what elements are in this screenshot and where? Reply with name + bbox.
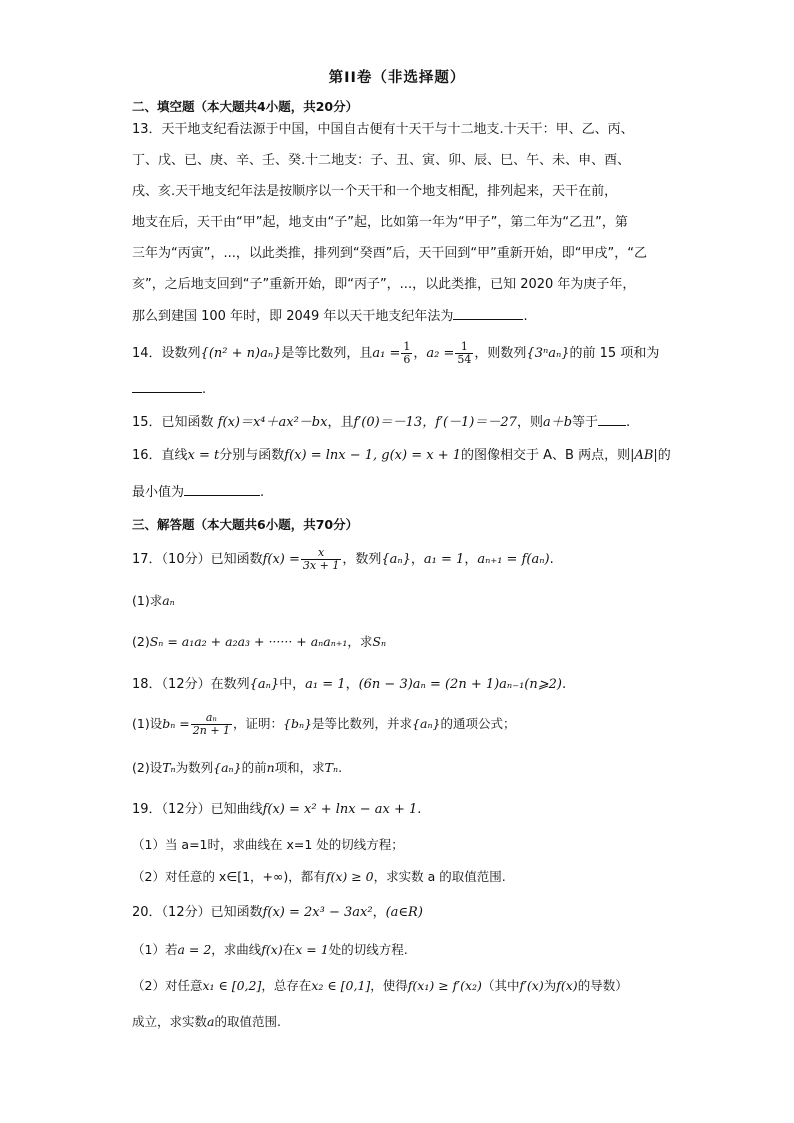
q17-f-label: f(x) = [262, 552, 300, 567]
q19-p2-text-b: ，求实数 a 的取值范围. [373, 869, 506, 884]
q20-a-value: a = 2 [177, 942, 212, 957]
q18-p1-text-a: (1)设 [132, 716, 163, 731]
q18-text-c: ， [345, 677, 359, 692]
q16-ab-distance: |AB| [630, 448, 658, 463]
q18-part-2 [132, 759, 342, 777]
q18-n: n [266, 760, 275, 775]
q17-part-2 [132, 633, 386, 651]
q18-bn-fraction [191, 712, 232, 737]
q20-x1-range: x₁ ∈ [0,2] [202, 978, 262, 993]
q20-fprime: f′(x) [519, 978, 544, 993]
q18-p2-text-e: . [338, 760, 343, 775]
q14-a1-label: a₁ = [372, 346, 401, 361]
q14-line-2 [132, 380, 206, 399]
q16-period: . [260, 485, 265, 500]
q16-functions: f(x) = lnx − 1, g(x) = x + 1 [284, 448, 461, 463]
q19-part-2 [132, 868, 506, 886]
q14-a1-fraction [401, 341, 412, 366]
q18-p2-an-seq: {aₙ} [213, 760, 242, 775]
q18-p1-text-d: 的通项公式； [440, 716, 516, 731]
q20-function: f(x) = 2x³ − 3ax² [262, 905, 373, 920]
q17-denominator: 3x + 1 [302, 559, 340, 572]
q17-fraction [301, 547, 341, 572]
q20-part-2-line-1 [132, 977, 628, 995]
q13-line-3: 戌、亥.天干地支纪年法是按顺序以一个天干和一个地支相配，排列起来，天干在前， [132, 184, 618, 199]
q16-text-b: 分别与函数 [219, 448, 285, 463]
q13-text: 那么到建国 100 年时，即 2049 年以天干地支纪年法为 [132, 309, 454, 324]
q19-part-1: （1）当 a=1时，求曲线在 x=1 处的切线方程； [132, 837, 404, 852]
q17-sequence: {aₙ} [381, 552, 411, 567]
q17-a1: a₁ = 1 [423, 552, 465, 567]
q20-p2-text-c: ，使得 [370, 978, 408, 993]
q14-seq3: {3ⁿaₙ} [526, 346, 570, 361]
q17-p1-an: aₙ [162, 593, 175, 608]
q18-recurrence: (6n − 3)aₙ = (2n + 1)aₙ₋₁(n⩾2) [358, 677, 562, 692]
q15-text-c: ，则 [516, 415, 543, 430]
q17-text-a: 17．（10分）已知函数 [132, 552, 263, 567]
q17-numerator: x [318, 546, 325, 559]
q19-inequality: f(x) ≥ 0 [325, 869, 374, 884]
q19-text-b: . [417, 802, 422, 817]
q18-p2-text-b: 为数列 [175, 760, 214, 775]
q17-text-d: ， [464, 552, 478, 567]
section-fill-blank-heading: 二、填空题（本大题共4小题，共20分） [132, 99, 359, 114]
q13-line-5: 三年为“丙寅”，...，以此类推，排列到“癸酉”后，天干回到“甲”重新开始，即“甲戌”，“乙 [132, 246, 648, 261]
q19-text-a: 19．（12分）已知曲线 [132, 802, 263, 817]
q14-a2-fraction [455, 341, 473, 366]
q18-p1-text-b: ，证明： [233, 716, 284, 731]
q20-line-1 [132, 904, 423, 922]
q17-p2-sum: Sₙ = a₁a₂ + a₂a₃ + ······ + aₙaₙ₊₁ [149, 634, 348, 649]
q20-text-b: ， [372, 905, 386, 920]
q14-a2-label: a₂ = [426, 346, 455, 361]
q16-text-c: 的图像相交于 A、B 两点，则 [461, 448, 631, 463]
q18-text-a: 18．（12分）在数列 [132, 677, 250, 692]
q14-text-c: ，则数列 [474, 346, 527, 361]
q18-tn-2: Tₙ [324, 760, 339, 775]
q15-function: f(x)＝x⁴＋ax²－bx [217, 415, 328, 430]
q20-p2-text-a: （2）对任意 [132, 978, 203, 993]
q14-sequence: {(n² + n)aₙ} [200, 346, 282, 361]
q16-line-2 [132, 483, 264, 502]
q15-ab: a＋b [542, 415, 573, 430]
q17-text-e: . [549, 552, 554, 567]
q20-p2-text-b: ，总存在 [261, 978, 312, 993]
q20-p2-text-f: 的导数） [577, 978, 628, 993]
q18-p2-text-c: 的前 [241, 760, 267, 775]
q16-line-1 [132, 447, 671, 465]
q18-sequence: {aₙ} [249, 677, 280, 692]
q20-p1-text-d: 处的切线方程. [328, 942, 408, 957]
q13-line-7 [132, 307, 528, 326]
q14-a1-denominator: 6 [403, 353, 411, 366]
section-solution-heading: 三、解答题（本大题共6小题，共70分） [132, 517, 359, 532]
q18-bn-label: bₙ = [162, 716, 190, 731]
q19-curve: f(x) = x² + lnx − ax + 1 [262, 802, 418, 817]
q16-answer-blank[interactable] [184, 483, 260, 496]
page-title: 第II卷（非选择题） [328, 70, 466, 86]
q20-a: a [207, 1014, 215, 1029]
q17-text-c: ， [410, 552, 424, 567]
q17-text-b: ，数列 [342, 552, 382, 567]
q20-inequality: f(x₁) ≥ f′(x₂) [407, 978, 482, 993]
q20-domain: (a∈R) [385, 905, 423, 920]
q18-p2-text-a: (2)设 [132, 760, 163, 775]
q18-text-d: . [561, 677, 567, 692]
q20-p1-text-a: （1）若 [132, 942, 178, 957]
q19-p2-text-a: （2）对任意的 x∈[1，+∞)，都有 [132, 869, 326, 884]
q13-line-6: 亥”，之后地支回到“子”重新开始，即“丙子”，...，以此类推，已知 2020 年为庚子年， [132, 277, 636, 292]
q18-bn-seq: {bₙ} [283, 716, 313, 731]
q20-p1-text-b: ，求曲线 [211, 942, 262, 957]
q18-bn-numerator: aₙ [205, 711, 217, 724]
q17-p1-text: (1)求 [132, 593, 163, 608]
q18-a1: a₁ = 1 [305, 677, 346, 692]
q20-fx: f(x) [261, 942, 283, 957]
q18-an-seq: {aₙ} [412, 716, 441, 731]
q14-text-b: 是等比数列，且 [281, 346, 373, 361]
q14-answer-blank[interactable] [132, 380, 202, 393]
q14-a1-numerator: 1 [403, 340, 411, 353]
q20-p1-text-c: 在 [282, 942, 296, 957]
q16-text-d: 的 [657, 448, 671, 463]
q13-period: . [523, 309, 528, 324]
q18-tn: Tₙ [162, 760, 176, 775]
q20-part-1 [132, 941, 408, 959]
q14-line-1: 14．设数列{(n² + n)aₙ}是等比数列，且a₁ = $\frac{1}{6}$ ，a₂ = $\frac{1}{54}$ ，则数列{3ⁿaₙ}的前 15 项和为 [132, 340, 660, 366]
q20-p2-text-e: 为 [543, 978, 557, 993]
q20-p2-text-d: （其中 [481, 978, 520, 993]
q16-line-eq: x = t [187, 448, 220, 463]
q19-line-1 [132, 801, 421, 819]
q18-part-1 [132, 709, 516, 739]
q13-line-1: 13．天干地支纪看法源于中国，中国自古便有十天干与十二地支.十天干：甲、乙、丙、 [132, 122, 634, 137]
q15-period: . [626, 415, 631, 430]
q18-line-1 [132, 676, 566, 694]
q16-text-e: 最小值为 [132, 485, 185, 500]
q18-text-b: 中， [279, 677, 306, 692]
q17-recurrence: aₙ₊₁ = f(aₙ) [477, 552, 550, 567]
q15-line [132, 413, 630, 432]
q13-answer-blank[interactable] [453, 307, 523, 320]
q15-conditions: f′(0)＝－13，f′(－1)＝－27 [353, 415, 517, 430]
q13-line-2: 丁、戊、已、庚、辛、壬、癸.十二地支：子、丑、寅、卯、辰、巳、午、未、申、酉、 [132, 153, 631, 168]
q14-a2-denominator: 54 [457, 353, 472, 366]
q17-p2-sn: Sₙ [372, 634, 387, 649]
q20-fx-2: f(x) [556, 978, 578, 993]
q15-text-d: 等于 [572, 415, 599, 430]
q14-text-d: 的前 15 项和为 [569, 346, 660, 361]
q20-p2-text-h: 的取值范围. [214, 1014, 281, 1029]
q17-line-1 [132, 545, 554, 575]
q18-p1-text-c: 是等比数列，并求 [312, 716, 413, 731]
q20-x2-range: x₂ ∈ [0,1] [311, 978, 371, 993]
q15-answer-blank[interactable] [598, 413, 626, 426]
q14-a2-numerator: 1 [460, 340, 468, 353]
q15-text-a: 15．已知函数 [132, 415, 218, 430]
q15-text-b: ，且 [327, 415, 354, 430]
q18-p2-text-d: 项和，求 [274, 760, 325, 775]
q17-p2-text-b: ，求 [347, 634, 373, 649]
q17-p2-text-a: (2) [132, 634, 150, 649]
q14-text-a: 14．设数列 [132, 346, 201, 361]
q20-text-a: 20．（12分）已知函数 [132, 905, 263, 920]
q20-part-2-line-2 [132, 1013, 281, 1031]
q16-text-a: 16．直线 [132, 448, 188, 463]
q20-x1: x = 1 [295, 942, 329, 957]
q14-period: . [202, 382, 207, 397]
q18-bn-denominator: 2n + 1 [192, 724, 231, 737]
q20-p2-text-g: 成立，求实数 [132, 1014, 208, 1029]
q17-part-1 [132, 592, 175, 610]
q13-line-4: 地支在后，天干由“甲”起，地支由“子”起，比如第一年为“甲子”，第二年为“乙丑”，第 [132, 215, 628, 230]
